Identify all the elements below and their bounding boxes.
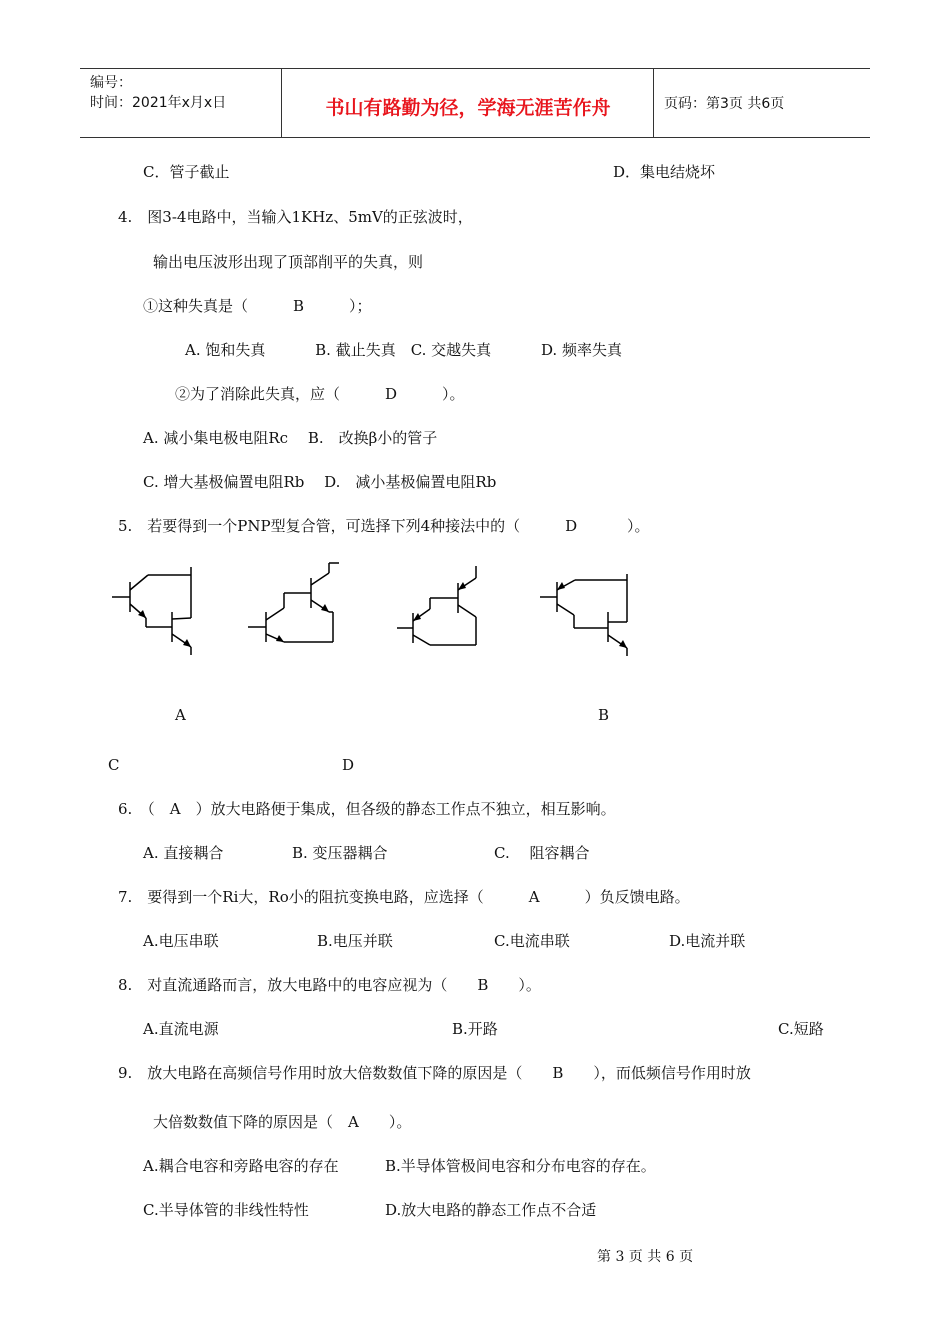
q5-circuit-diagrams — [100, 560, 640, 670]
circuit-a — [112, 567, 191, 655]
circuit-b — [248, 563, 339, 642]
q5-label-a: A — [175, 706, 186, 724]
q9-option-d: D.放大电路的静态工作点不合适 — [385, 1201, 597, 1219]
q7-stem: 7. 要得到一个Ri大，Ro小的阻抗变换电路，应选择（ A ）负反馈电路。 — [118, 888, 690, 906]
q4-sub1: ①这种失真是（ B ）； — [143, 297, 372, 315]
circuit-d — [540, 574, 627, 656]
q8-stem: 8. 对直流通路而言，放大电路中的电容应视为（ B ）。 — [118, 976, 541, 994]
q8-option-a: A.直流电源 — [143, 1020, 219, 1038]
circuit-c — [397, 566, 476, 645]
header-divider-right — [653, 69, 654, 137]
q4-sub2: ②为了消除此失真，应（ D ）。 — [175, 385, 465, 403]
q9-stem-line2: 大倍数数值下降的原因是（ A ）。 — [153, 1113, 412, 1131]
q4-sub2-options-ab: A. 减小集电极电阻Rc B. 改换β小的管子 — [143, 429, 438, 447]
q7-option-d: D.电流并联 — [669, 932, 746, 950]
q7-option-a: A.电压串联 — [143, 932, 219, 950]
q9-option-a: A.耦合电容和旁路电容的存在 — [143, 1157, 339, 1175]
q3-option-c: C．管子截止 — [143, 163, 230, 181]
doc-code-label: 编号： — [90, 75, 132, 91]
q4-stem-line2: 输出电压波形出现了顶部削平的失真，则 — [153, 253, 424, 271]
q4-stem-line1: 4. 图3-4电路中，当输入1KHz、5mV的正弦波时， — [118, 208, 473, 226]
q5-label-b: B — [598, 706, 610, 724]
q9-option-b: B.半导体管极间电容和分布电容的存在。 — [385, 1157, 656, 1175]
q9-option-c: C.半导体管的非线性特性 — [143, 1201, 309, 1219]
q4-sub1-options: A. 饱和失真 B. 截止失真 C. 交越失真 D. 频率失真 — [185, 341, 622, 359]
q5-label-d: D — [342, 756, 355, 774]
q4-sub2-options-cd: C. 增大基极偏置电阻Rb D. 减小基极偏置电阻Rb — [143, 473, 497, 491]
page-footer: 第 3 页 共 6 页 — [597, 1249, 694, 1265]
q6-option-c: C. 阻容耦合 — [494, 844, 590, 862]
q6-stem: 6. （ A ）放大电路便于集成，但各级的静态工作点不独立，相互影响。 — [118, 800, 616, 818]
q5-stem: 5. 若要得到一个PNP型复合管，可选择下列4种接法中的（ D ）。 — [118, 517, 650, 535]
header-page-info: 页码：第3页 共6页 — [664, 96, 785, 112]
q6-option-b: B. 变压器耦合 — [292, 844, 388, 862]
page-header — [80, 68, 870, 138]
doc-time-label: 时间：2021年x月x日 — [90, 95, 227, 111]
header-motto: 书山有路勤为径，学海无涯苦作舟 — [325, 97, 611, 119]
q8-option-c: C.短路 — [778, 1020, 824, 1038]
q5-label-c: C — [108, 756, 120, 774]
q7-option-b: B.电压并联 — [317, 932, 393, 950]
q8-option-b: B.开路 — [452, 1020, 498, 1038]
header-meta — [90, 73, 226, 113]
q7-option-c: C.电流串联 — [494, 932, 570, 950]
q9-stem-line1: 9. 放大电路在高频信号作用时放大倍数数值下降的原因是（ B ），而低频信号作用时放 — [118, 1064, 751, 1082]
q6-option-a: A. 直接耦合 — [143, 844, 224, 862]
q3-option-d: D．集电结烧坏 — [613, 163, 716, 181]
